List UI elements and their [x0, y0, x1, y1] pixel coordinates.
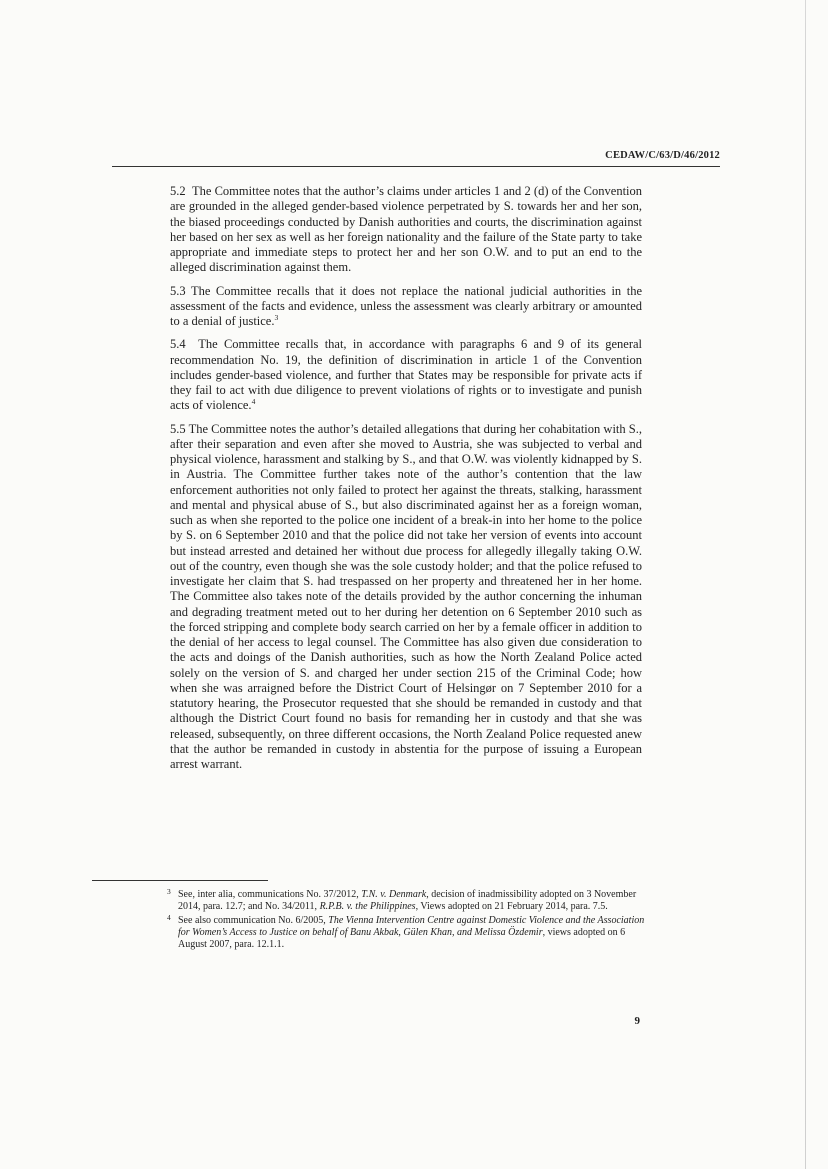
paragraph-number: 5.5	[170, 421, 186, 436]
footnote-text: See, inter alia, communications No. 37/2012,	[178, 889, 362, 900]
case-title: The Vienna Intervention Centre against Domestic Violence and the Association for Women’s Access to Justice on behalf of Banu Akbak, Gülen Khan, and Melissa Özdemir	[178, 915, 645, 938]
footnotes	[167, 887, 650, 953]
footnote-reference[interactable]: 3	[274, 312, 279, 322]
document-symbol: CEDAW/C/63/D/46/2012	[605, 150, 720, 161]
paragraph-5-2	[170, 184, 642, 276]
footnote-mark: 3	[167, 887, 171, 896]
page-number: 9	[634, 1015, 640, 1027]
footnote-mark: 4	[167, 913, 171, 922]
paragraph-5-3	[170, 284, 642, 330]
paragraph-text: The Committee recalls that it does not replace the national judicial authorities in the assessment of the facts and evidence, unless the assessment was clearly arbitrary or amounted to a denial of justice.	[170, 283, 642, 328]
case-title: T.N. v. Denmark	[361, 889, 427, 900]
footnote-text: , decision of inadmissibility adopted on 3 November 2014, para. 12.7; and No. 34/2011,	[178, 889, 637, 912]
footnote-4	[167, 913, 650, 951]
paragraph-text: The Committee notes the author’s detailed allegations that during her cohabitation with S., after their separation and even after she moved to Austria, she was subjected to verbal and physical violence, harassment and stalking by S., and that O.W. was violently kidnapped by S. in Austria. The Committee further takes note of the author’s contention that the law enforcement authorities not only failed to protect her against the threats, stalking, harassment and mental and physical abuse of S., but also discriminated against her as a foreign woman, such as when she reported to the police one incident of a break-in into her home to the police by S. on 6 September 2010 and that the police did not take her version of events into account but instead arrested and detained her without due process for allegedly illegally taking O.W. out of the country, even though she was the sole custody holder; and that the police refused to investigate her claim that S. had trespassed on her property and threatened her in her home. The Committee also takes note of the details provided by the author concerning the inhuman and degrading treatment meted out to her during her detention on 6 September 2010 such as the forced stripping and complete body search carried on her by a female officer in addition to the denial of her access to legal counsel. The Committee has also given due consideration to the acts and doings of the Danish authorities, such as how the North Zealand Police acted solely on the version of S. and charged her under section 215 of the Criminal Code; how when she was arraigned before the District Court of Helsingør on 7 September 2010 for a statutory hearing, the Prosecutor requested that she should be remanded in custody and that although the District Court found no basis for remanding her in custody and that she was released, subsequently, on three different occasions, the North Zealand Police requested anew that the author be remanded in custody in abstentia for the purpose of issuing a European arrest warrant.	[170, 421, 643, 771]
paragraph-5-5	[170, 422, 642, 773]
paragraph-5-4	[170, 337, 642, 413]
footnote-text: , views adopted on 6 August 2007, para. 12.1.1.	[178, 927, 626, 950]
page-header	[112, 150, 720, 167]
footnote-reference[interactable]: 4	[251, 397, 256, 407]
paragraph-text: The Committee recalls that, in accordance with paragraphs 6 and 9 of its general recommendation No. 19, the definition of discrimination in article 1 of the Convention includes gender-based violence, and further that States may be responsible for private acts if they fail to act with due diligence to prevent violations of rights or to investigate and punish acts of violence.	[170, 337, 643, 413]
paragraph-number: 5.4	[170, 337, 186, 352]
paragraph-number: 5.2	[170, 184, 186, 198]
scan-edge-line	[805, 0, 806, 1169]
footnote-3	[167, 887, 650, 913]
case-title: R.P.B. v. the Philippines	[319, 901, 416, 912]
footnote-text: See also communication No. 6/2005,	[178, 915, 329, 926]
body-text	[170, 184, 642, 780]
footnote-separator	[92, 880, 268, 881]
footnote-text: , Views adopted on 21 February 2014, para. 7.5.	[415, 901, 608, 912]
paragraph-number: 5.3	[170, 283, 186, 298]
paragraph-text: The Committee notes that the author’s claims under articles 1 and 2 (d) of the Convention are grounded in the alleged gender-based violence perpetrated by S. towards her and her son, the biased proceedings conducted by Danish authorities and courts, the discrimination against her based on her sex as well as her foreign nationality and the failure of the State party to take appropriate and immediate steps to protect her and her son O.W. and to put an end to the alleged discrimination against them.	[170, 184, 643, 275]
